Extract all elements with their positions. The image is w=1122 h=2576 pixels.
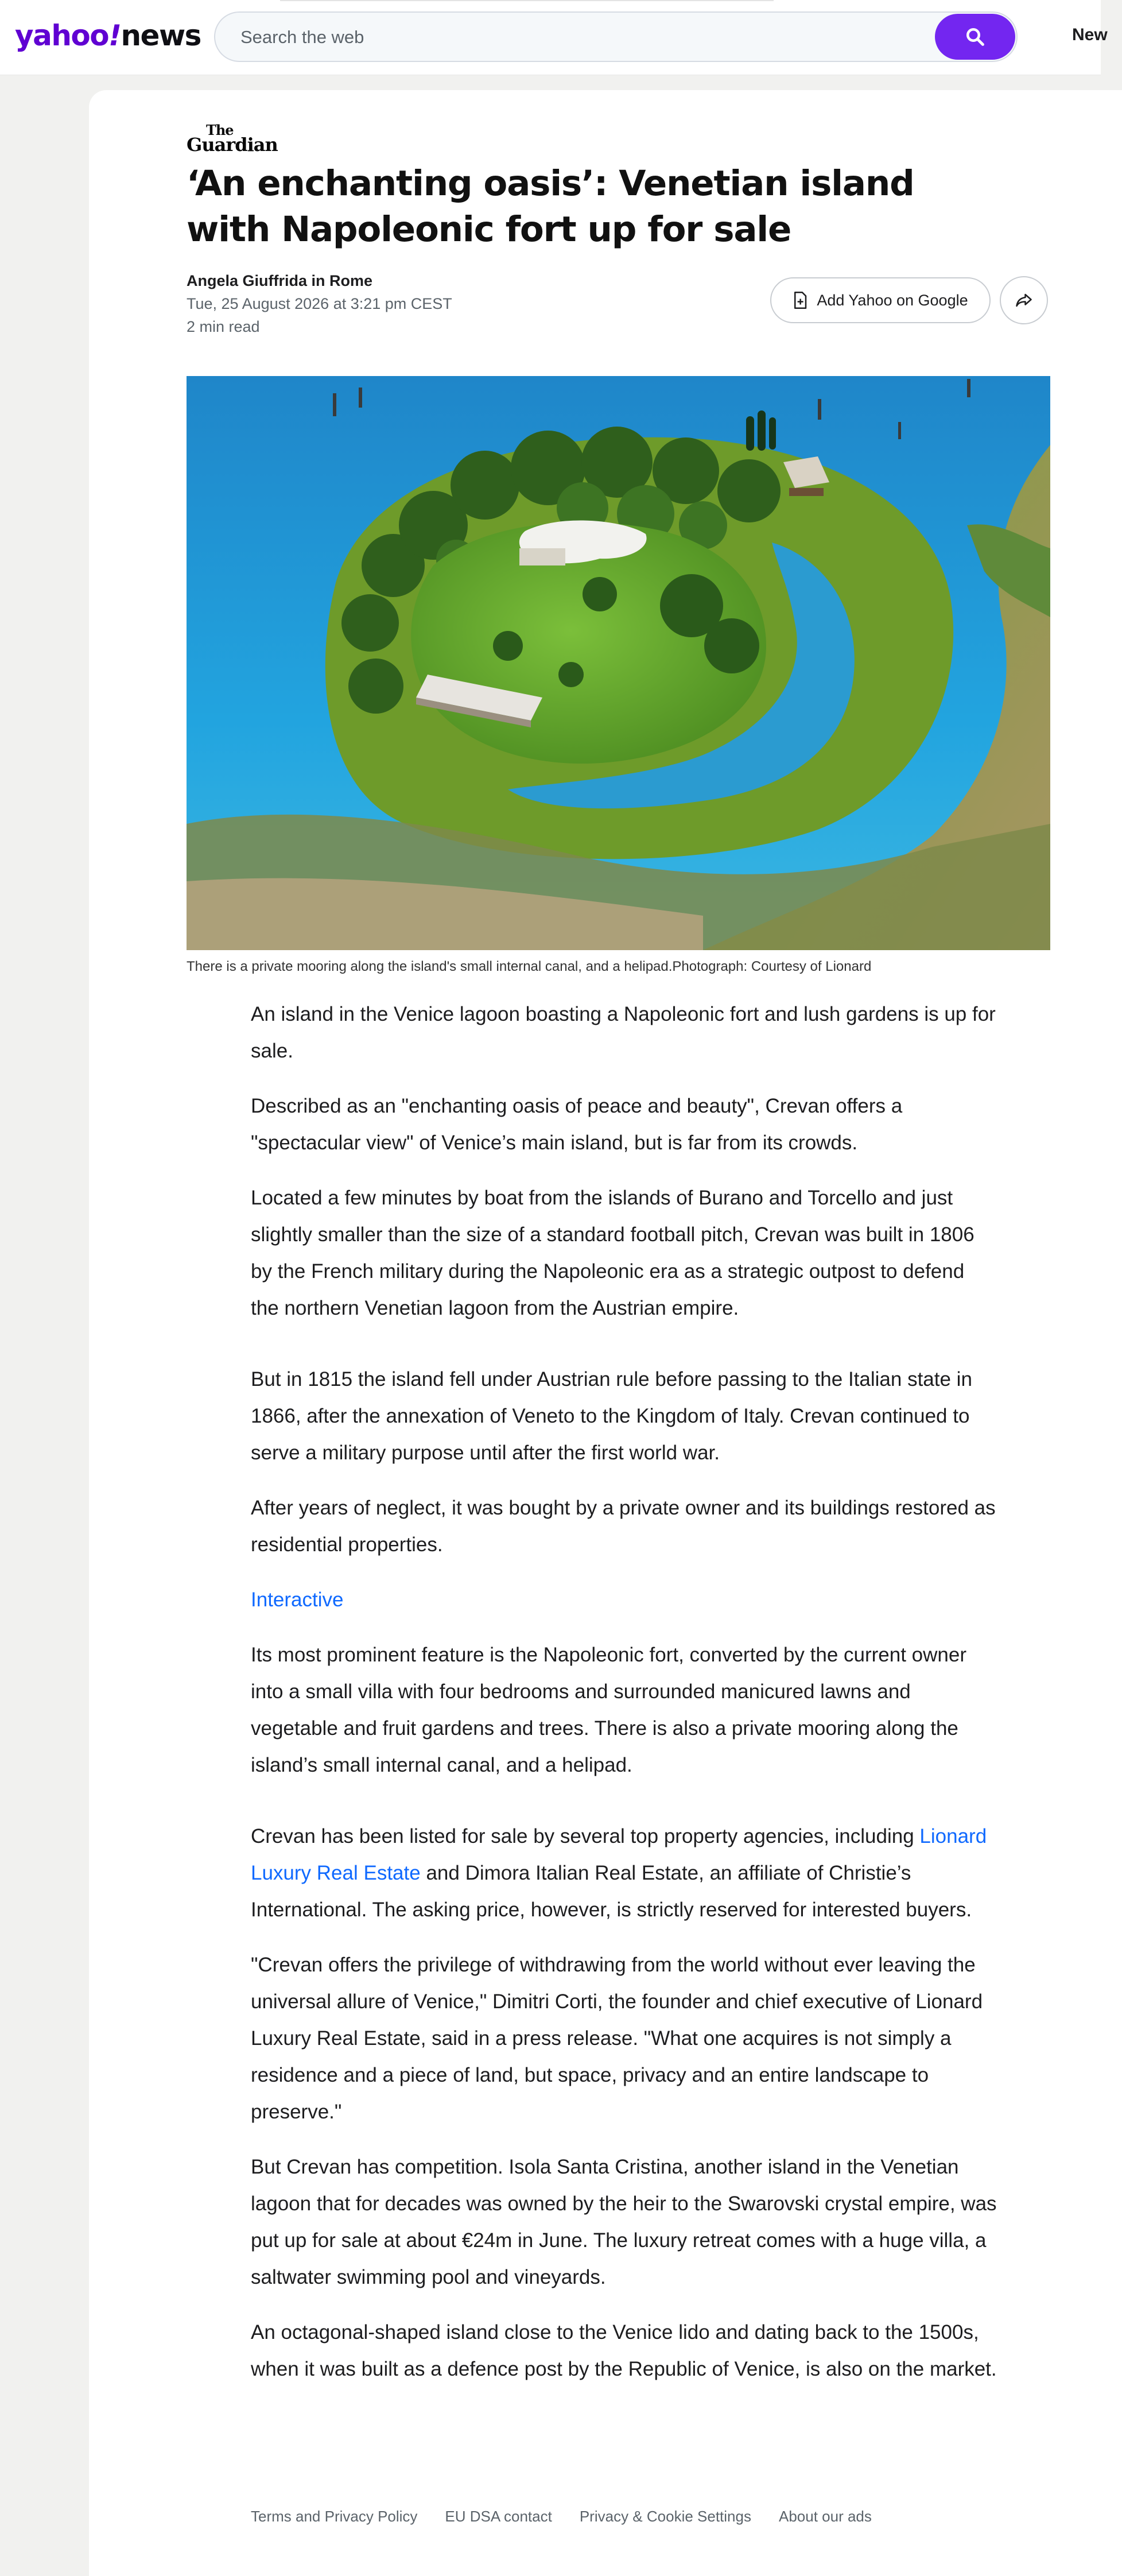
logo-bang: ! xyxy=(108,19,121,52)
hero-image[interactable] xyxy=(187,376,1050,950)
publisher-logo-line1: The xyxy=(206,122,234,138)
paragraph xyxy=(251,1818,997,1928)
article-body xyxy=(251,996,997,2406)
lionard-link[interactable]: Lionard Luxury Real Estate xyxy=(251,1825,987,1884)
footer-link-about-ads[interactable]: About our ads xyxy=(778,2508,872,2525)
logo-news-text: news xyxy=(121,19,201,52)
paragraph: Described as an "enchanting oasis of peace and beauty", Crevan offers a "spectacular view" of Venice’s main island, but is far from its crowds. xyxy=(251,1095,903,1154)
image-caption: There is a private mooring along the island's small internal canal, and a helipad.Photograph: Courtesy of Lionard xyxy=(187,959,872,974)
paragraph: After years of neglect, it was bought by a private owner and its buildings restored as residential properties. xyxy=(251,1497,996,1556)
article-title: ‘An enchanting oasis’: Venetian island with Napoleonic fort up for sale xyxy=(187,163,914,250)
aerial-island-photo xyxy=(187,376,1050,950)
search-bar xyxy=(214,11,1018,62)
footer-link-privacy-settings[interactable]: Privacy & Cookie Settings xyxy=(579,2508,751,2525)
top-header xyxy=(0,0,1108,75)
footer-link-eu-dsa[interactable]: EU DSA contact xyxy=(445,2508,552,2525)
yahoo-news-logo[interactable] xyxy=(15,18,201,53)
paragraph: An island in the Venice lagoon boasting a Napoleonic fort and lush gardens is up for sale. xyxy=(251,1003,996,1062)
interactive-link[interactable]: Interactive xyxy=(251,1589,344,1611)
paragraph: But Crevan has competition. Isola Santa Cristina, another island in the Venetian lagoon that for decades was owned by the heir to the Swarovski crystal empire, was put up for sale at about €24m in June. The luxury retreat comes with a huge villa, a saltwater swimming pool and vineyards. xyxy=(251,2156,997,2288)
add-document-icon xyxy=(793,292,807,309)
add-yahoo-on-google-label: Add Yahoo on Google xyxy=(817,291,968,309)
logo-yahoo-text: yahoo xyxy=(15,19,109,52)
paragraph-text: Crevan has been listed for sale by several top property agencies, including xyxy=(251,1825,914,1847)
paragraph: Located a few minutes by boat from the islands of Burano and Torcello and just slightly smaller than the size of a standard football pitch, Crevan was built in 1806 by the French military during the Napoleonic era as a strategic outpost to defend the northern Venetian lagoon from the Austrian empire. xyxy=(251,1187,975,1319)
article-date: Tue, 25 August 2026 at 3:21 pm CEST xyxy=(187,295,452,312)
nav-item-news[interactable]: New xyxy=(1072,25,1108,44)
header-top-divider xyxy=(280,0,774,1)
search-button[interactable] xyxy=(935,14,1015,60)
read-time: 2 min read xyxy=(187,318,260,335)
search-icon xyxy=(965,26,985,47)
publisher-logo[interactable] xyxy=(187,122,278,156)
footer-links xyxy=(251,2508,872,2525)
add-yahoo-on-google-button[interactable] xyxy=(770,277,991,323)
footer-link-terms[interactable]: Terms and Privacy Policy xyxy=(251,2508,418,2525)
share-icon xyxy=(1015,293,1032,308)
share-button[interactable] xyxy=(1000,276,1048,324)
search-input[interactable] xyxy=(239,13,884,62)
paragraph: "Crevan offers the privilege of withdrawing from the world without ever leaving the universal allure of Venice," Dimitri Corti, the founder and chief executive of Lionard Luxury Real Estate, said in a press release. "What one acquires is not simply a residence and a piece of land, but space, privacy and an entire landscape to preserve." xyxy=(251,1954,983,2123)
article-author: Angela Giuffrida in Rome xyxy=(187,272,373,289)
paragraph: An octagonal-shaped island close to the Venice lido and dating back to the 1500s, when it was built as a defence post by the Republic of Venice, is also on the market. xyxy=(251,2321,997,2380)
paragraph: But in 1815 the island fell under Austrian rule before passing to the Italian state in 1866, after the annexation of Veneto to the Kingdom of Italy. Crevan continued to serve a military purpose until after the first world war. xyxy=(251,1368,972,1464)
paragraph-text: and Dimora Italian Real Estate, an affiliate of Christie’s International. The asking price, however, is strictly reserved for interested buyers. xyxy=(251,1862,972,1921)
paragraph: Its most prominent feature is the Napoleonic fort, converted by the current owner into a small villa with four bedrooms and surrounded manicured lawns and vegetable and fruit gardens and trees. There is also a private mooring along the island’s small internal canal, and a helipad. xyxy=(251,1644,967,1776)
publisher-logo-line2: Guardian xyxy=(187,134,278,156)
